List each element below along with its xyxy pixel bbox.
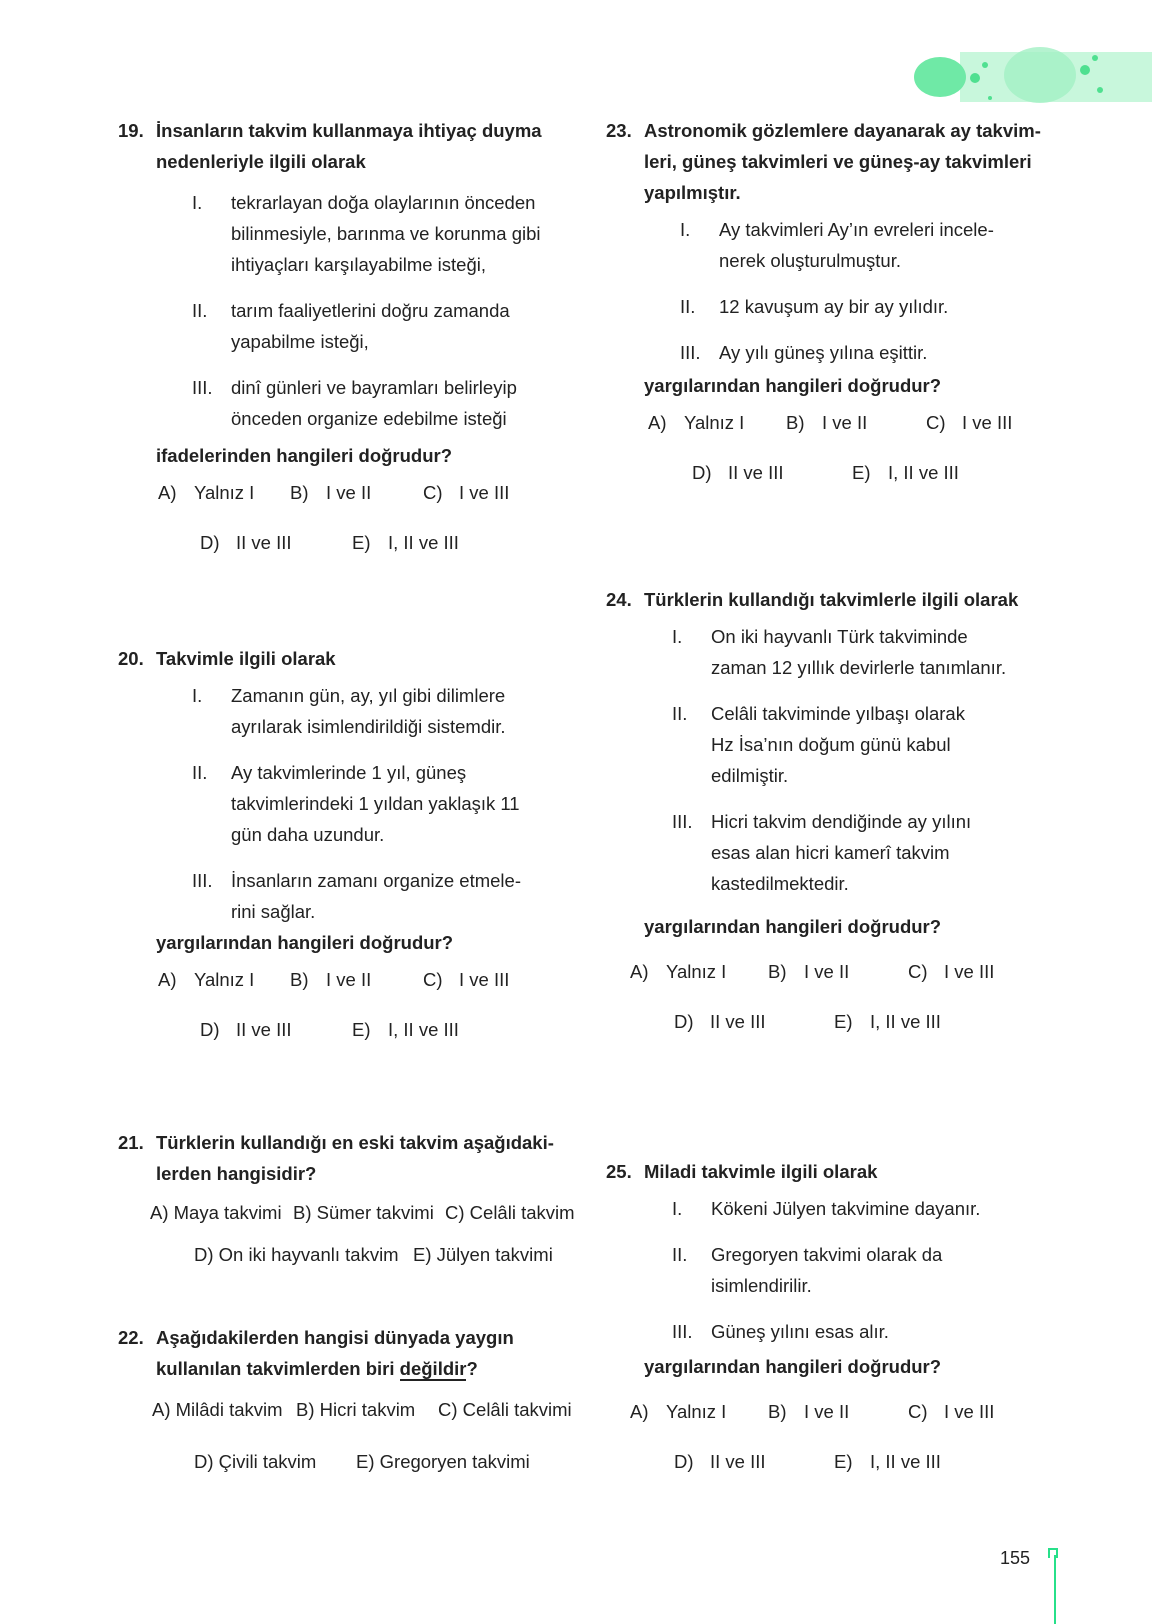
statement-line: isimlendirilir. bbox=[711, 1275, 812, 1296]
statement-line: rini sağlar. bbox=[231, 901, 316, 922]
statement-line: takvimlerindeki 1 yıldan yaklaşık 11 bbox=[231, 793, 520, 814]
question-prompt: ifadelerinden hangileri doğrudur? bbox=[156, 445, 453, 466]
green-leaf-shape bbox=[914, 57, 966, 97]
option-d[interactable]: D) II ve III bbox=[692, 462, 784, 483]
roman-numeral: III. bbox=[192, 377, 213, 398]
option-e[interactable]: E) I, II ve III bbox=[852, 462, 959, 483]
question-number: 24. bbox=[606, 589, 632, 610]
option-a[interactable]: A) Yalnız I bbox=[630, 961, 727, 982]
option-c[interactable]: C) I ve III bbox=[423, 969, 510, 990]
question-24 bbox=[606, 584, 1066, 1054]
statement-line: Ay yılı güneş yılına eşittir. bbox=[719, 342, 928, 363]
question-stem-line: Takvimle ilgili olarak bbox=[156, 648, 336, 669]
roman-numeral: II. bbox=[192, 762, 208, 783]
answer-options bbox=[606, 401, 1066, 505]
answer-options bbox=[118, 958, 568, 1062]
option-d[interactable]: D) II ve III bbox=[674, 1011, 766, 1032]
question-22 bbox=[118, 1322, 588, 1488]
question-20 bbox=[118, 643, 568, 1062]
answer-options bbox=[118, 1384, 588, 1488]
question-23 bbox=[606, 115, 1066, 505]
statement-line: tekrarlayan doğa olaylarının önceden bbox=[231, 192, 536, 213]
dot bbox=[1097, 87, 1103, 93]
statement-line: Güneş yılını esas alır. bbox=[711, 1321, 889, 1342]
option-c[interactable]: C) I ve III bbox=[908, 961, 995, 982]
question-21 bbox=[118, 1127, 588, 1293]
question-stem-line: yapılmıştır. bbox=[644, 182, 741, 203]
statement-line: Ay takvimleri Ay’ın evreleri incele- bbox=[719, 219, 994, 240]
statement-line: Zamanın gün, ay, yıl gibi dilimlere bbox=[231, 685, 506, 706]
option-e[interactable]: E) I, II ve III bbox=[352, 532, 459, 553]
question-stem-line: Türklerin kullandığı en eski takvim aşağıdaki- bbox=[156, 1132, 554, 1153]
option-a[interactable]: A) Yalnız I bbox=[158, 969, 255, 990]
option-b[interactable]: B) Sümer takvimi bbox=[293, 1202, 434, 1223]
roman-numeral: III. bbox=[672, 1321, 693, 1342]
statement-line: ayrılarak isimlendirildiği sistemdir. bbox=[231, 716, 506, 737]
dot bbox=[970, 73, 980, 83]
answer-options bbox=[118, 471, 568, 575]
question-25 bbox=[606, 1156, 1066, 1494]
question-prompt: yargılarından hangileri doğrudur? bbox=[156, 932, 454, 953]
statement-line: gün daha uzundur. bbox=[231, 824, 385, 845]
statement-line: tarım faaliyetlerini doğru zamanda bbox=[231, 300, 510, 321]
dot bbox=[988, 96, 992, 100]
decorative-header-circles bbox=[0, 0, 1152, 130]
page-number: 155 bbox=[1000, 1548, 1031, 1568]
option-e[interactable]: E) I, II ve III bbox=[352, 1019, 459, 1040]
question-prompt: yargılarından hangileri doğrudur? bbox=[644, 1356, 942, 1377]
statement-line: bilinmesiyle, barınma ve korunma gibi bbox=[231, 223, 541, 244]
roman-numeral: III. bbox=[672, 811, 693, 832]
statement-line: kastedilmektedir. bbox=[711, 873, 849, 894]
statement-line: edilmiştir. bbox=[711, 765, 789, 786]
option-a[interactable]: A) Yalnız I bbox=[648, 412, 745, 433]
roman-numeral: II. bbox=[672, 703, 688, 724]
statement-line: Hicri takvim dendiğinde ay yılını bbox=[711, 811, 972, 832]
option-b[interactable]: B) Hicri takvim bbox=[296, 1399, 416, 1420]
option-b[interactable]: B) I ve II bbox=[768, 1401, 850, 1422]
page-marker-cap bbox=[1048, 1548, 1058, 1558]
statement-line: Gregoryen takvimi olarak da bbox=[711, 1244, 943, 1265]
statement-line: dinî günleri ve bayramları belirleyip bbox=[231, 377, 517, 398]
option-b[interactable]: B) I ve II bbox=[290, 969, 372, 990]
question-stem-line: Aşağıdakilerden hangisi dünyada yaygın bbox=[156, 1327, 514, 1348]
answer-options bbox=[118, 1189, 588, 1293]
question-stem-line: Türklerin kullandığı takvimlerle ilgili olarak bbox=[644, 589, 1019, 610]
question-stem-line: nedenleriyle ilgili olarak bbox=[156, 151, 366, 172]
dot bbox=[1080, 65, 1090, 75]
question-number: 25. bbox=[606, 1161, 632, 1182]
option-b[interactable]: B) I ve II bbox=[768, 961, 850, 982]
option-d[interactable]: D) II ve III bbox=[674, 1451, 766, 1472]
question-number: 20. bbox=[118, 648, 144, 669]
option-d[interactable]: D) Çivili takvim bbox=[194, 1451, 317, 1472]
option-d[interactable]: D) II ve III bbox=[200, 1019, 292, 1040]
option-e[interactable]: E) Gregoryen takvimi bbox=[356, 1451, 530, 1472]
statement-line: İnsanların zamanı organize etmele- bbox=[231, 870, 521, 891]
roman-numeral: I. bbox=[192, 192, 203, 213]
statement-line: Ay takvimlerinde 1 yıl, güneş bbox=[231, 762, 467, 783]
statement-line: zaman 12 yıllık devirlerle tanımlanır. bbox=[711, 657, 1007, 678]
option-b[interactable]: B) I ve II bbox=[786, 412, 868, 433]
question-number: 23. bbox=[606, 120, 632, 141]
answer-options bbox=[606, 950, 1066, 1054]
roman-numeral: I. bbox=[672, 626, 683, 647]
option-c[interactable]: C) Celâli takvim bbox=[445, 1202, 575, 1223]
option-a[interactable]: A) Milâdi takvim bbox=[152, 1399, 283, 1420]
dot bbox=[982, 62, 988, 68]
roman-numeral: II. bbox=[680, 296, 696, 317]
roman-numeral: I. bbox=[680, 219, 691, 240]
page-marker-line bbox=[1054, 1555, 1056, 1624]
light-circle-large bbox=[1004, 47, 1076, 103]
underlined-keyword: değildir bbox=[399, 1358, 467, 1379]
roman-numeral: I. bbox=[192, 685, 203, 706]
question-prompt: yargılarından hangileri doğrudur? bbox=[644, 916, 942, 937]
roman-numeral: I. bbox=[672, 1198, 683, 1219]
option-d[interactable]: D) On iki hayvanlı takvim bbox=[194, 1244, 399, 1265]
option-a[interactable]: A) Maya takvimi bbox=[150, 1202, 282, 1223]
option-c[interactable]: C) I ve III bbox=[926, 412, 1013, 433]
roman-numeral: II. bbox=[192, 300, 208, 321]
roman-numeral: II. bbox=[672, 1244, 688, 1265]
option-c[interactable]: C) Celâli takvimi bbox=[438, 1399, 572, 1420]
roman-numeral: III. bbox=[192, 870, 213, 891]
statement-line: önceden organize edebilme isteği bbox=[231, 408, 507, 429]
option-a[interactable]: A) Yalnız I bbox=[158, 482, 255, 503]
question-stem-line: Miladi takvimle ilgili olarak bbox=[644, 1161, 878, 1182]
statement-line: yapabilme isteği, bbox=[231, 331, 369, 352]
statement-line: ihtiyaçları karşılayabilme isteği, bbox=[231, 254, 486, 275]
question-stem-line: leri, güneş takvimleri ve güneş-ay takvimleri bbox=[644, 151, 1032, 172]
question-prompt: yargılarından hangileri doğrudur? bbox=[644, 375, 942, 396]
option-d[interactable]: D) II ve III bbox=[200, 532, 292, 553]
statement-line: On iki hayvanlı Türk takviminde bbox=[711, 626, 968, 647]
question-number: 22. bbox=[118, 1327, 144, 1348]
question-stem-line: kullanılan takvimlerden biri değildir? bbox=[156, 1358, 478, 1379]
option-b[interactable]: B) I ve II bbox=[290, 482, 372, 503]
option-a[interactable]: A) Yalnız I bbox=[630, 1401, 727, 1422]
statement-line: Hz İsa’nın doğum günü kabul bbox=[711, 734, 951, 755]
roman-numeral: III. bbox=[680, 342, 701, 363]
question-19 bbox=[118, 115, 568, 575]
question-number: 21. bbox=[118, 1132, 144, 1153]
statement-line: nerek oluşturulmuştur. bbox=[719, 250, 902, 271]
option-e[interactable]: E) Jülyen takvimi bbox=[413, 1244, 553, 1265]
dot bbox=[1092, 55, 1098, 61]
statement-line: Kökeni Jülyen takvimine dayanır. bbox=[711, 1198, 981, 1219]
option-e[interactable]: E) I, II ve III bbox=[834, 1451, 941, 1472]
question-stem-line: İnsanların takvim kullanmaya ihtiyaç duyma bbox=[156, 120, 542, 141]
statement-line: Celâli takviminde yılbaşı olarak bbox=[711, 703, 965, 724]
option-e[interactable]: E) I, II ve III bbox=[834, 1011, 941, 1032]
statement-line: esas alan hicri kamerî takvim bbox=[711, 842, 950, 863]
question-stem-line: Astronomik gözlemlere dayanarak ay takvim- bbox=[644, 120, 1041, 141]
option-c[interactable]: C) I ve III bbox=[423, 482, 510, 503]
option-c[interactable]: C) I ve III bbox=[908, 1401, 995, 1422]
question-number: 19. bbox=[118, 120, 144, 141]
statement-line: 12 kavuşum ay bir ay yılıdır. bbox=[719, 296, 949, 317]
answer-options bbox=[606, 1390, 1066, 1494]
question-stem-line: lerden hangisidir? bbox=[156, 1163, 317, 1184]
